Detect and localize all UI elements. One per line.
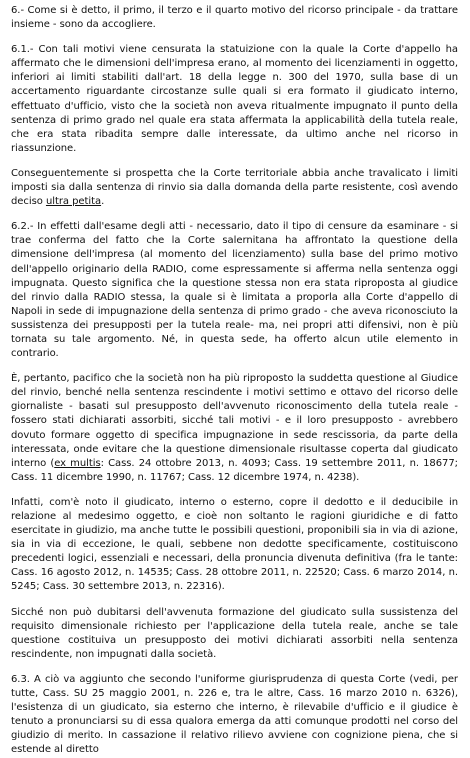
paragraph-pertanto (11, 372, 458, 485)
ultra-petita-text: ultra petita (45, 196, 102, 208)
ex-multis-text: ex multis (54, 457, 101, 469)
paragraph-6-3: 6.3. A ciò va aggiunto che secondo l'uniforme giurisprudenza di questa Corte (vedi, per tutte, Cass. SU 25 maggio 2001, n. 226 e, tra le altre, Cass. 16 marzo 2010 n. 6326), l'esistenza di un giudicato, sia esterno che interno, è rilevabile d'ufficio e il giudice è tenuto a pronunciarsi su di essa qualora emerga da atti comunque prodotti nel corso del giudizio di merito. In cassazione il relativo rilievo avviene con cognizione piena, che si estende al diretto (11, 673, 458, 756)
paragraph-consequence (11, 167, 458, 209)
paragraph-pertanto-text-b: : Cass. 24 ottobre 2013, n. 4093; Cass. 19 settembre 2011, n. 18677; Cass. 11 dicembre 1990, n. 11767; Cass. 12 dicembre 1974, n. 4238). (11, 457, 459, 483)
paragraph-pertanto-text-a: È, pertanto, pacifico che la società non ha più riproposto la suddetta questione al Giudice del rinvio, benché nella sentenza rescindente i motivi settimo e ottavo del ricorso delle giornaliste - basati sul presupposto dell'avvenuto riconoscimento della tutela reale - fossero stati dichiarati assorbiti, sicché tali motivi - e il loro presupposto - avrebbero dovuto formare oggetto di specifica impugnazione in sede rescissoria, da parte della interessata, onde evitare che la questione dimensionale risultasse coperta dal giudicato interno ( (11, 373, 458, 469)
paragraph-consequence-end: . (101, 196, 105, 208)
paragraph-infatti: Infatti, com'è noto il giudicato, interno o esterno, copre il dedotto e il deducibile in relazione al medesimo oggetto, e cioè non soltanto le ragioni giuridiche e di fatto esercitate in giudizio, ma anche tutte le possibili questioni, proponibili sia in via di azione, sia in via di eccezione, le quali, sebbene non dedotte specificamente, costituiscono precedenti logici, essenziali e necessari, della pronuncia divenuta definitiva (fra le tante: Cass. 16 agosto 2012, n. 14535; Cass. 28 ottobre 2011, n. 22520; Cass. 6 marzo 2014, n. 5245; Cass. 30 settembre 2013, n. 22316). (11, 496, 458, 593)
paragraph-6-1: 6.1.- Con tali motivi viene censurata la statuizione con la quale la Corte d'appello ha affermato che le dimensioni dell'impresa erano, al momento dei licenziamenti in oggetto, inferiori ai limiti stabiliti dall'art. 18 della legge n. 300 del 1970, sulla base di un accertamento riguardante circostanze sulle quali si era formato il giudicato interno, effettuato d'ufficio, visto che la società non aveva ritualmente impugnato il punto della sentenza di primo grado nel quale era stata affermata la applicabilità della tutela reale, che era stata ribadita sempre dalle interessate, da ultimo anche nel ricorso in riassunzione. (11, 44, 458, 154)
paragraph-6: 6.- Come si è detto, il primo, il terzo e il quarto motivo del ricorso principale - da trattare insieme - sono da accogliere. (11, 5, 458, 31)
paragraph-6-2: 6.2.- In effetti dall'esame degli atti - necessario, dato il tipo di censure da esaminare - si trae conferma del fatto che la Corte salernitana ha affrontato la questione della dimensione dell'impresa (al momento del licenziamento) sulla base del primo motivo dell'appello originario della RADIO, come espressamente si afferma nella sentenza oggi impugnata. Questo significa che la questione stessa non era stata riproposta al giudice del rinvio dalla RADIO stessa, la quale si è limitata a proporla alla Corte d'appello di Napoli in sede di impugnazione della sentenza di primo grado - che aveva riconosciuto la sussistenza dei presupposti per la tutela reale- ma, nei propri atti difensivi, non è più tornata su tale argomento. Né, in questa sede, ha offerto alcun utile elemento in contrario. (11, 221, 458, 360)
paragraph-sicche: Sicché non può dubitarsi dell'avvenuta formazione del giudicato sulla sussistenza del requisito dimensionale richiesto per l'applicazione della tutela reale, anche se tale questione costituiva un presupposto dei motivi dichiarati assorbiti nella sentenza rescindente, non impugnati dalla società. (11, 606, 458, 660)
paragraph-consequence-text: Conseguentemente si prospetta che la Corte territoriale abbia anche travalicato i limiti imposti sia dalla sentenza di rinvio sia dalla domanda della parte resistente, così avendo deciso (11, 167, 458, 208)
